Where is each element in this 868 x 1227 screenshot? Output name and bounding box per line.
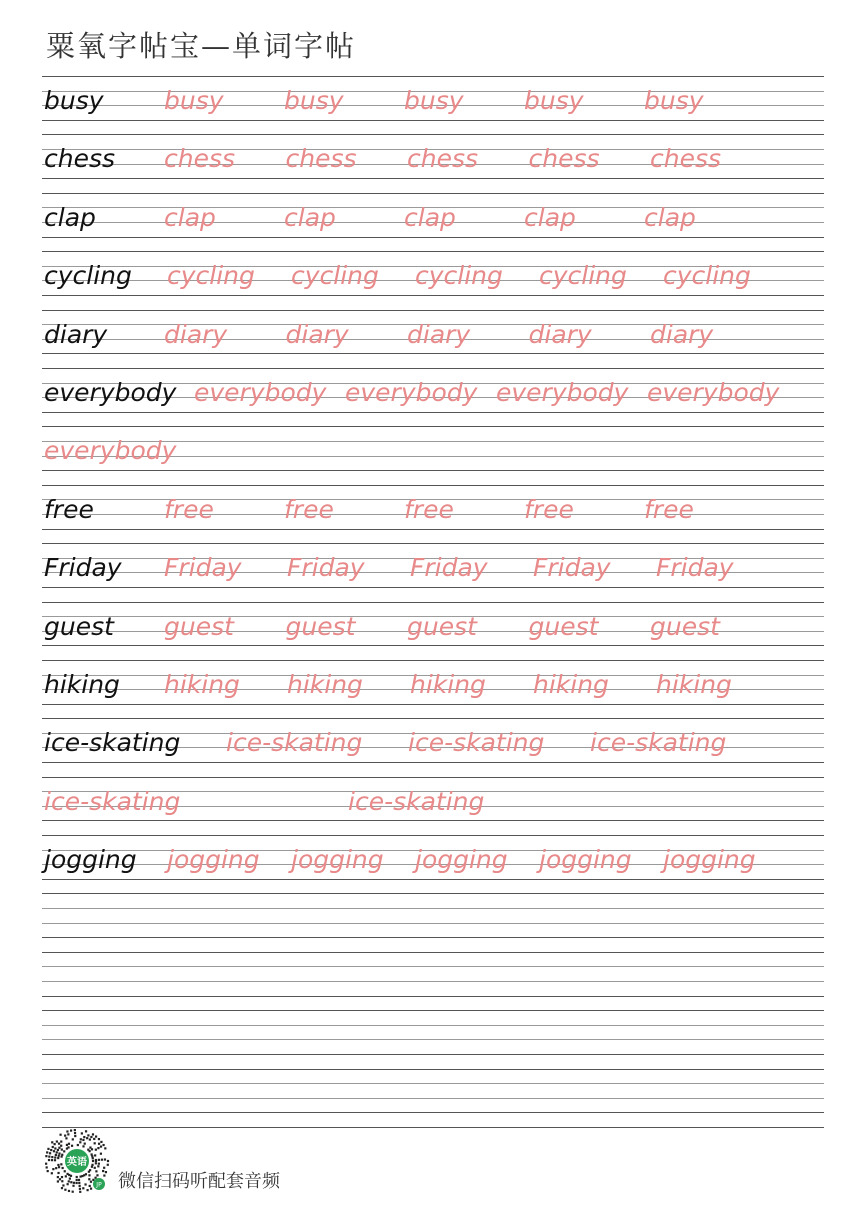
tracing-word: free — [164, 494, 214, 524]
qr-corner-label: JP — [96, 1181, 102, 1189]
tracing-word: chess — [285, 144, 357, 174]
model-word: jogging — [44, 845, 137, 875]
practice-row — [42, 718, 824, 776]
tracing-word: free — [404, 494, 454, 524]
tracing-word: everybody — [44, 436, 177, 466]
model-word: cycling — [44, 261, 132, 291]
page-title: 粟氧字帖宝—单词字帖 — [46, 29, 357, 63]
tracing-word: Friday — [410, 553, 488, 583]
guide-line — [42, 1112, 824, 1113]
tracing-word: free — [644, 494, 694, 524]
footer — [42, 1126, 442, 1200]
audio-hint: 微信扫码听配套音频 — [118, 1171, 280, 1192]
model-word: ice-skating — [44, 728, 181, 758]
tracing-word: jogging — [415, 845, 508, 875]
guide-line — [42, 602, 824, 603]
tracing-word: cycling — [539, 261, 627, 291]
tracing-word: jogging — [663, 845, 756, 875]
practice-row — [42, 543, 824, 601]
tracing-word: ice-skating — [226, 728, 363, 758]
guide-line — [42, 893, 824, 894]
tracing-word: Friday — [656, 553, 734, 583]
tracing-word: busy — [524, 86, 584, 115]
tracing-word: busy — [284, 86, 344, 115]
tracing-word: diary — [164, 319, 228, 349]
guide-line — [42, 251, 824, 252]
tracing-word: everybody — [194, 377, 327, 407]
tracing-word: cycling — [167, 261, 255, 291]
tracing-word: diary — [285, 319, 349, 349]
tracing-word: jogging — [539, 845, 632, 875]
tracing-word: diary — [528, 319, 592, 349]
tracing-word: hiking — [287, 669, 363, 699]
guide-line — [42, 660, 824, 661]
guide-line — [42, 1054, 824, 1055]
practice-row — [42, 602, 824, 660]
tracing-word: chess — [407, 144, 479, 174]
practice-row — [42, 1069, 824, 1127]
tracing-word: cycling — [663, 261, 751, 291]
tracing-word: guest — [285, 611, 356, 641]
guide-line — [42, 908, 824, 909]
tracing-word: guest — [650, 611, 720, 641]
practice-row — [42, 485, 824, 543]
tracing-word: cycling — [291, 261, 379, 291]
tracing-word: clap — [644, 202, 696, 232]
model-word: chess — [44, 144, 116, 174]
guide-line — [42, 368, 824, 369]
guide-line — [42, 1098, 824, 1099]
tracing-word: Friday — [533, 553, 611, 583]
model-word: free — [44, 494, 94, 524]
guide-line — [42, 835, 824, 836]
tracing-word: ice-skating — [348, 786, 485, 816]
practice-row — [42, 660, 824, 718]
guide-line — [42, 966, 824, 967]
tracing-word: clap — [284, 202, 336, 232]
tracing-word: hiking — [164, 669, 240, 699]
tracing-word: clap — [164, 202, 216, 232]
guide-line — [42, 310, 824, 311]
tracing-word: ice-skating — [590, 728, 727, 758]
guide-line — [42, 981, 824, 982]
model-word: everybody — [44, 377, 177, 407]
practice-row — [42, 1010, 824, 1068]
tracing-word: diary — [407, 319, 471, 349]
practice-row — [42, 952, 824, 1010]
practice-row — [42, 310, 824, 368]
guide-line — [42, 543, 824, 544]
practice-sheet — [42, 76, 824, 1128]
guide-line — [42, 937, 824, 938]
tracing-word: everybody — [345, 377, 478, 407]
qr-code-icon — [42, 1126, 112, 1196]
qr-badge-label: 英语 — [67, 1157, 87, 1168]
guide-line — [42, 777, 824, 778]
tracing-word: chess — [650, 144, 722, 174]
guide-line — [42, 718, 824, 719]
model-word: busy — [44, 86, 104, 115]
practice-row — [42, 893, 824, 951]
tracing-word: hiking — [410, 669, 486, 699]
guide-line — [42, 1025, 824, 1026]
guide-line — [42, 923, 824, 924]
model-word: diary — [44, 319, 108, 349]
model-word: hiking — [44, 669, 120, 699]
tracing-word: free — [524, 494, 574, 524]
guide-line — [42, 193, 824, 194]
tracing-word: Friday — [164, 553, 242, 583]
tracing-word: hiking — [533, 669, 609, 699]
practice-row — [42, 193, 824, 251]
tracing-word: clap — [404, 202, 456, 232]
practice-row — [42, 777, 824, 835]
practice-row — [42, 426, 824, 484]
tracing-word: everybody — [647, 377, 780, 407]
tracing-word: busy — [644, 86, 704, 115]
tracing-word: guest — [164, 611, 234, 641]
guide-line — [42, 996, 824, 997]
tracing-word: chess — [528, 144, 600, 174]
guide-line — [42, 1039, 824, 1040]
guide-line — [42, 134, 824, 135]
practice-row — [42, 368, 824, 426]
model-word: guest — [44, 611, 114, 641]
tracing-word: Friday — [287, 553, 365, 583]
practice-row — [42, 251, 824, 309]
tracing-word: free — [284, 494, 334, 524]
tracing-word: guest — [528, 611, 599, 641]
practice-row — [42, 835, 824, 893]
guide-line — [42, 426, 824, 427]
tracing-word: jogging — [167, 845, 260, 875]
model-word: Friday — [44, 553, 122, 583]
tracing-word: diary — [650, 319, 714, 349]
guide-line — [42, 485, 824, 486]
tracing-word: ice-skating — [408, 728, 545, 758]
practice-row — [42, 76, 824, 134]
model-word: clap — [44, 202, 96, 232]
tracing-word: jogging — [291, 845, 384, 875]
tracing-word: guest — [407, 611, 477, 641]
guide-line — [42, 1083, 824, 1084]
tracing-word: clap — [524, 202, 576, 232]
guide-line — [42, 1010, 824, 1011]
tracing-word: busy — [164, 86, 224, 115]
tracing-word: chess — [164, 144, 236, 174]
tracing-word: ice-skating — [44, 786, 181, 816]
guide-line — [42, 1069, 824, 1070]
guide-line — [42, 952, 824, 953]
tracing-word: hiking — [656, 669, 732, 699]
tracing-word: busy — [404, 86, 464, 115]
practice-row — [42, 134, 824, 192]
guide-line — [42, 76, 824, 77]
tracing-word: everybody — [496, 377, 629, 407]
tracing-word: cycling — [415, 261, 503, 291]
